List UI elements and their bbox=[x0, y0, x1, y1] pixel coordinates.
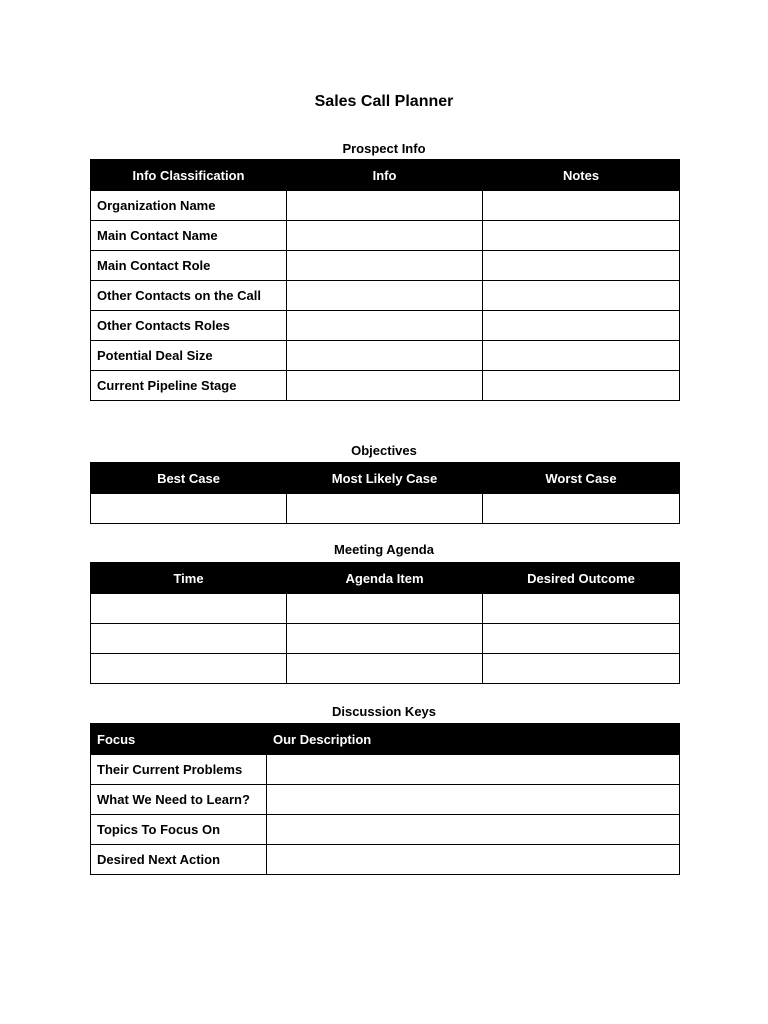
current-pipeline-stage-info-input[interactable] bbox=[293, 371, 476, 400]
table-row bbox=[91, 221, 680, 251]
desired-outcome-cell[interactable] bbox=[483, 624, 680, 654]
table-row bbox=[91, 371, 680, 401]
table-header-row bbox=[91, 463, 680, 494]
table-row bbox=[91, 251, 680, 281]
info-cell[interactable] bbox=[287, 221, 483, 251]
table-row bbox=[91, 654, 680, 684]
agenda-time-input[interactable] bbox=[97, 654, 280, 683]
objectives-heading: Objectives bbox=[351, 443, 417, 458]
agenda-item-input[interactable] bbox=[293, 624, 476, 653]
row-label-potential-deal-size: Potential Deal Size bbox=[91, 341, 287, 371]
table-header-row bbox=[91, 724, 680, 755]
other-contacts-notes-input[interactable] bbox=[489, 281, 673, 310]
description-cell[interactable] bbox=[267, 785, 680, 815]
table-row bbox=[91, 494, 680, 524]
best-case-input[interactable] bbox=[97, 494, 280, 523]
prospect-info-heading: Prospect Info bbox=[342, 141, 426, 156]
table-header-row bbox=[91, 563, 680, 594]
column-header-best-case: Best Case bbox=[91, 463, 287, 494]
objectives-table bbox=[90, 462, 680, 524]
table-row bbox=[91, 755, 680, 785]
table-row bbox=[91, 594, 680, 624]
column-header-worst-case: Worst Case bbox=[483, 463, 680, 494]
organization-name-info-input[interactable] bbox=[293, 191, 476, 220]
agenda-item-cell[interactable] bbox=[287, 624, 483, 654]
worst-case-cell[interactable] bbox=[483, 494, 680, 524]
notes-cell[interactable] bbox=[483, 191, 680, 221]
row-label-what-we-need-to-learn: What We Need to Learn? bbox=[91, 785, 267, 815]
table-row bbox=[91, 845, 680, 875]
agenda-item-cell[interactable] bbox=[287, 594, 483, 624]
next-action-input[interactable] bbox=[273, 845, 673, 874]
row-label-organization-name: Organization Name bbox=[91, 191, 287, 221]
column-header-notes: Notes bbox=[483, 160, 680, 191]
most-likely-case-input[interactable] bbox=[293, 494, 476, 523]
column-header-info: Info bbox=[287, 160, 483, 191]
other-contacts-roles-info-input[interactable] bbox=[293, 311, 476, 340]
desired-outcome-cell[interactable] bbox=[483, 654, 680, 684]
agenda-time-input[interactable] bbox=[97, 624, 280, 653]
meeting-agenda-table bbox=[90, 562, 680, 684]
table-row bbox=[91, 624, 680, 654]
other-contacts-roles-notes-input[interactable] bbox=[489, 311, 673, 340]
organization-name-notes-input[interactable] bbox=[489, 191, 673, 220]
potential-deal-size-info-input[interactable] bbox=[293, 341, 476, 370]
info-cell[interactable] bbox=[287, 311, 483, 341]
best-case-cell[interactable] bbox=[91, 494, 287, 524]
main-contact-name-notes-input[interactable] bbox=[489, 221, 673, 250]
main-contact-role-notes-input[interactable] bbox=[489, 251, 673, 280]
column-header-most-likely-case: Most Likely Case bbox=[287, 463, 483, 494]
column-header-desired-outcome: Desired Outcome bbox=[483, 563, 680, 594]
table-row bbox=[91, 281, 680, 311]
agenda-item-input[interactable] bbox=[293, 594, 476, 623]
column-header-focus: Focus bbox=[91, 724, 267, 755]
agenda-time-input[interactable] bbox=[97, 594, 280, 623]
agenda-item-cell[interactable] bbox=[287, 654, 483, 684]
page-title: Sales Call Planner bbox=[314, 93, 454, 110]
time-cell[interactable] bbox=[91, 654, 287, 684]
time-cell[interactable] bbox=[91, 624, 287, 654]
notes-cell[interactable] bbox=[483, 281, 680, 311]
discussion-keys-table bbox=[90, 723, 680, 875]
notes-cell[interactable] bbox=[483, 311, 680, 341]
need-to-learn-input[interactable] bbox=[273, 785, 673, 814]
row-label-their-current-problems: Their Current Problems bbox=[91, 755, 267, 785]
row-label-other-contacts-on-call: Other Contacts on the Call bbox=[91, 281, 287, 311]
table-row bbox=[91, 311, 680, 341]
current-pipeline-stage-notes-input[interactable] bbox=[489, 371, 673, 400]
table-row bbox=[91, 191, 680, 221]
column-header-time: Time bbox=[91, 563, 287, 594]
row-label-topics-to-focus-on: Topics To Focus On bbox=[91, 815, 267, 845]
main-contact-name-info-input[interactable] bbox=[293, 221, 476, 250]
column-header-our-description: Our Description bbox=[267, 724, 680, 755]
table-row bbox=[91, 815, 680, 845]
row-label-desired-next-action: Desired Next Action bbox=[91, 845, 267, 875]
row-label-current-pipeline-stage: Current Pipeline Stage bbox=[91, 371, 287, 401]
discussion-keys-heading: Discussion Keys bbox=[331, 704, 437, 719]
info-cell[interactable] bbox=[287, 341, 483, 371]
column-header-agenda-item: Agenda Item bbox=[287, 563, 483, 594]
description-cell[interactable] bbox=[267, 845, 680, 875]
row-label-main-contact-name: Main Contact Name bbox=[91, 221, 287, 251]
potential-deal-size-notes-input[interactable] bbox=[489, 341, 673, 370]
info-cell[interactable] bbox=[287, 281, 483, 311]
row-label-other-contacts-roles: Other Contacts Roles bbox=[91, 311, 287, 341]
prospect-info-table bbox=[90, 159, 680, 401]
row-label-main-contact-role: Main Contact Role bbox=[91, 251, 287, 281]
info-cell[interactable] bbox=[287, 251, 483, 281]
agenda-outcome-input[interactable] bbox=[489, 624, 673, 653]
table-header-row bbox=[91, 160, 680, 191]
time-cell[interactable] bbox=[91, 594, 287, 624]
info-cell[interactable] bbox=[287, 191, 483, 221]
current-problems-input[interactable] bbox=[273, 755, 673, 784]
main-contact-role-info-input[interactable] bbox=[293, 251, 476, 280]
notes-cell[interactable] bbox=[483, 371, 680, 401]
table-row bbox=[91, 785, 680, 815]
agenda-outcome-input[interactable] bbox=[489, 654, 673, 683]
table-row bbox=[91, 341, 680, 371]
description-cell[interactable] bbox=[267, 755, 680, 785]
other-contacts-info-input[interactable] bbox=[293, 281, 476, 310]
notes-cell[interactable] bbox=[483, 251, 680, 281]
info-cell[interactable] bbox=[287, 371, 483, 401]
agenda-outcome-input[interactable] bbox=[489, 594, 673, 623]
most-likely-case-cell[interactable] bbox=[287, 494, 483, 524]
worst-case-input[interactable] bbox=[489, 494, 673, 523]
topics-focus-input[interactable] bbox=[273, 815, 673, 844]
notes-cell[interactable] bbox=[483, 221, 680, 251]
notes-cell[interactable] bbox=[483, 341, 680, 371]
meeting-agenda-heading: Meeting Agenda bbox=[334, 542, 434, 557]
column-header-info-classification: Info Classification bbox=[91, 160, 287, 191]
desired-outcome-cell[interactable] bbox=[483, 594, 680, 624]
description-cell[interactable] bbox=[267, 815, 680, 845]
agenda-item-input[interactable] bbox=[293, 654, 476, 683]
